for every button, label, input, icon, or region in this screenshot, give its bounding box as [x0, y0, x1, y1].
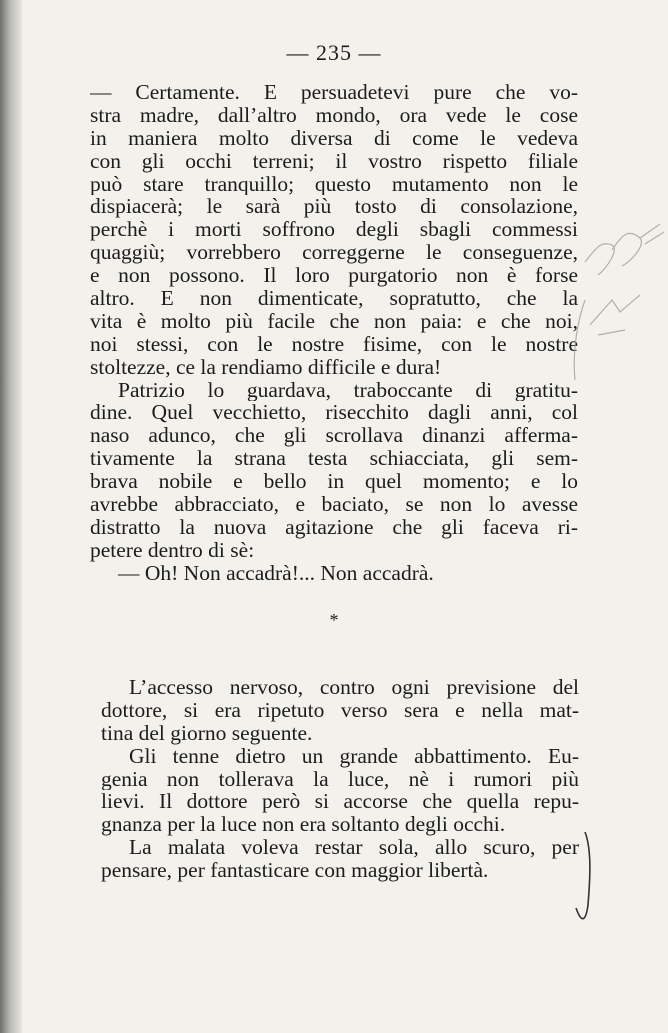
text-block-bottom: [101, 676, 579, 882]
text-line: pensare, per fantasticare con maggior libertà.: [101, 859, 489, 883]
text-line: — Oh! Non accadrà!... Non accadrà.: [118, 561, 434, 585]
pencil-scribble-icon: [574, 224, 664, 380]
text-line: in maniera molto diversa di come le vedeva: [90, 126, 578, 150]
text-line: quaggiù; vorrebbero correggerne le conseguenze,: [90, 241, 578, 265]
text-line: gnanza per la luce non era soltanto degli occhi.: [101, 813, 506, 837]
text-line: tina del giorno seguente.: [101, 721, 313, 745]
page-binding-shadow: [0, 0, 22, 1033]
text-line: con gli occhi terreni; il vostro rispetto filiale: [90, 149, 578, 173]
text-line: stoltezze, ce la rendiamo difficile e dura!: [90, 355, 442, 379]
text-line: può stare tranquillo; questo mutamento non le: [90, 172, 578, 196]
text-line: dottore, si era ripetuto verso sera e nella mat-: [101, 698, 579, 722]
text-line: Patrizio lo guardava, traboccante di gratitu-: [118, 378, 578, 402]
page-number: — 235 —: [286, 40, 382, 65]
text-line: L’accesso nervoso, contro ogni previsione del: [129, 676, 579, 699]
text-line: petere dentro di sè:: [90, 538, 255, 562]
text-line: lievi. Il dottore però si accorse che quella repu-: [101, 790, 579, 814]
text-line: naso adunco, che gli scrollava dinanzi afferma-: [90, 424, 578, 448]
text-line: genia non tollerava la luce, nè i rumori più: [101, 767, 579, 791]
text-line: tivamente la strana testa schiacciata, gli sem-: [90, 447, 578, 471]
text-line: noi stessi, con le nostre fisime, con le nostre: [90, 332, 578, 356]
text-line: stra madre, dall’altro mondo, ora vede le cose: [90, 103, 578, 127]
text-line: altro. E non dimenticate, sopratutto, che la: [90, 287, 578, 310]
text-block-top: [90, 81, 578, 585]
text-line: perchè i morti soffrono degli sbagli commessi: [90, 218, 578, 242]
text-line: Gli tenne dietro un grande abbattimento. Eu-: [129, 744, 579, 768]
text-line: brava nobile e bello in quel momento; e lo: [90, 470, 578, 494]
text-line: dine. Quel vecchietto, risecchito dagli anni, col: [90, 401, 578, 425]
section-separator: *: [329, 610, 339, 630]
text-line: La malata voleva restar sola, allo scuro, per: [129, 836, 579, 860]
text-line: e non possono. Il loro purgatorio non è forse: [90, 264, 578, 288]
text-line: avrebbe abbracciato, e baciato, se non lo avesse: [90, 493, 578, 516]
text-line: dispiacerà; le sarà più tosto di consolazione,: [90, 195, 578, 219]
text-line: distratto la nuova agitazione che gli faceva ri-: [90, 515, 578, 539]
text-line: — Certamente. E persuadetevi pure che vo-: [90, 81, 578, 104]
text-line: vita è molto più facile che non paia: e che noi,: [90, 309, 578, 333]
